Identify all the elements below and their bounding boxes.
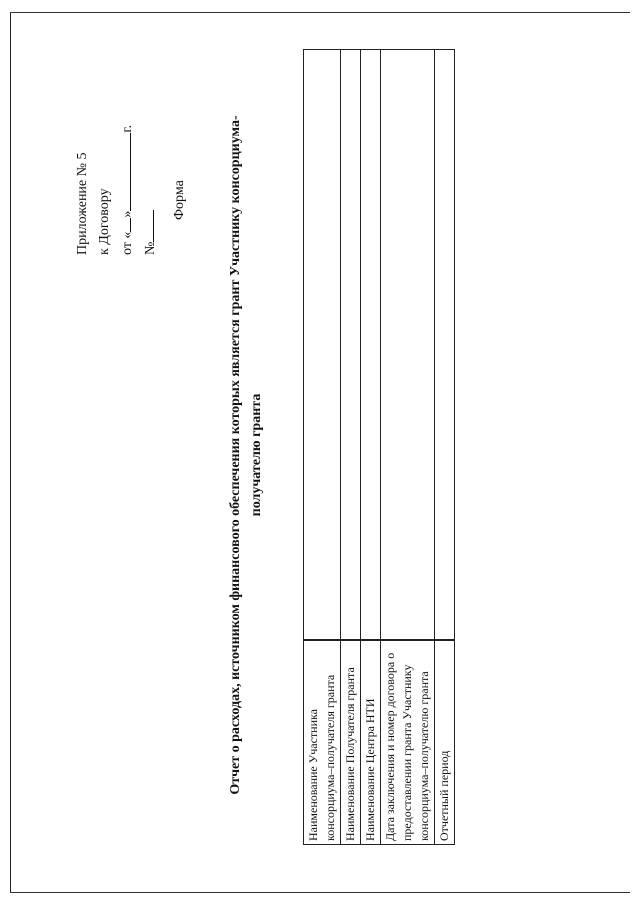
table-row	[304, 50, 341, 845]
appendix-number-line	[139, 25, 162, 255]
report-title-line2: получателю гранта	[249, 393, 264, 517]
table-row-value	[341, 50, 361, 640]
table-row	[341, 50, 361, 845]
form-label: Форма	[172, 180, 187, 220]
year-suffix: г.	[120, 124, 135, 133]
page-frame-bottom	[10, 892, 630, 893]
table-row-label: Наименование Получателя гранта	[341, 640, 361, 845]
table-row-value	[381, 50, 435, 640]
number-blank	[139, 210, 154, 242]
table-row-value	[361, 50, 381, 640]
table-row	[361, 50, 381, 845]
table-row-label: Наименование Участника консорциума–получателя гранта	[304, 640, 341, 845]
table-row-value	[435, 50, 455, 640]
number-prefix: №	[143, 241, 158, 255]
appendix-title: Приложение № 5	[75, 152, 90, 255]
date-mid: »	[120, 210, 135, 218]
month-year-blank	[116, 133, 131, 211]
appendix-contract-ref: к Договору	[97, 188, 112, 255]
table-row	[381, 50, 435, 845]
report-title-line1: Отчет о расходах, источником финансового обеспечения которых является грант Участнику консорциума-	[228, 115, 243, 795]
report-title	[225, 30, 267, 880]
table-row-label: Наименование Центра НТИ	[361, 640, 381, 845]
page-frame-left	[10, 12, 11, 893]
day-blank	[116, 218, 131, 232]
appendix-date-line	[116, 25, 139, 255]
table-row-label: Дата заключения и номер договора о предоставлении гранта Участнику консорциума–получателю гранта	[381, 640, 435, 845]
table-row	[435, 50, 455, 845]
report-info-table	[303, 49, 455, 845]
table-row-label: Отчетный период	[435, 640, 455, 845]
appendix-header	[72, 25, 162, 255]
rotated-document-page	[20, 30, 620, 880]
page-frame-top	[10, 12, 630, 13]
table-row-value	[304, 50, 341, 640]
date-prefix: от «	[120, 231, 135, 255]
